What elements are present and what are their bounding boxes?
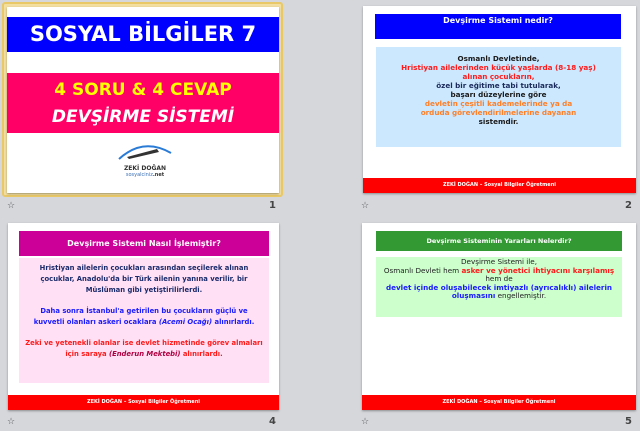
- slide-transition-star-icon[interactable]: ☆: [361, 201, 370, 211]
- logo-tld: .net: [152, 172, 165, 178]
- slide-footer: ZEKİ DOĞAN – Sosyal Bilgiler Öğretmeni: [362, 395, 636, 410]
- slide-transition-star-icon[interactable]: ☆: [7, 417, 16, 427]
- slide-footer: ZEKİ DOĞAN – Sosyal Bilgiler Öğretmeni: [363, 178, 636, 193]
- slide-thumbnail-5[interactable]: [362, 223, 636, 410]
- slide-thumbnail-1[interactable]: [7, 7, 279, 193]
- slide-title: Devşirme Sisteminin Yararları Nelerdir?: [376, 231, 622, 251]
- slide-body: Hristiyan ailelerin çocukları arasından seçilerek alınan çocuklar, Anadolu'da bir Türk ailenin yanına verilir, bir Müslüman gibi yetiştirilirlerdi. Daha sonra İstanbul'a getirilen bu çocukların güçlü ve kuvvetli olanları askeri ocaklara (Acemi Ocağı) alınırlardı. Zeki ve yetenekli olanlar ise devlet hizmetinde görev almaları için saraya (Enderun Mektebi) alınırlardı.: [19, 258, 269, 383]
- slide-thumbnail-4[interactable]: [8, 223, 279, 410]
- logo-name: ZEKİ DOĞAN: [123, 165, 167, 172]
- slide-footer: ZEKİ DOĞAN – Sosyal Bilgiler Öğretmeni: [8, 395, 279, 410]
- slide-body: Devşirme Sistemi ile, Osmanlı Devleti hem asker ve yönetici ihtiyacını karşılamış hem de devlet içinde oluşabilecek imtiyazlı (ayrıcalıklı) ailelerin oluşmasını engellemiştir.: [376, 257, 622, 317]
- slide-transition-star-icon[interactable]: ☆: [7, 201, 16, 211]
- logo-site: sosyalciniz: [125, 172, 153, 178]
- pen-logo-icon: [113, 141, 177, 161]
- slide-number: 5: [625, 416, 632, 427]
- subtitle-banner: [7, 73, 279, 133]
- subtitle-line-1: 4 SORU & 4 CEVAP: [54, 80, 232, 100]
- subtitle-line-2: DEVŞİRME SİSTEMİ: [51, 107, 235, 127]
- slide-number: 1: [269, 200, 276, 211]
- slide-number: 2: [625, 200, 632, 211]
- logo: [113, 141, 177, 181]
- slide-body: Osmanlı Devletinde, Hristiyan ailelerinden küçük yaşlarda (8-18 yaş) alınan çocukların, özel bir eğitime tabi tutularak, başarı düzeylerine göre devletin çeşitli kademelerinde ya da orduda görevlendirilmelerine dayanan sistemdir.: [376, 47, 621, 147]
- slide-title: Devşirme Sistemi Nasıl İşlemiştir?: [19, 231, 269, 256]
- title-banner: SOSYAL BİLGİLER 7: [7, 17, 279, 52]
- slide-transition-star-icon[interactable]: ☆: [361, 417, 370, 427]
- slide-thumbnail-2[interactable]: [363, 6, 636, 193]
- slide-number: 4: [269, 416, 276, 427]
- slide-title: Devşirme Sistemi nedir?: [375, 14, 621, 39]
